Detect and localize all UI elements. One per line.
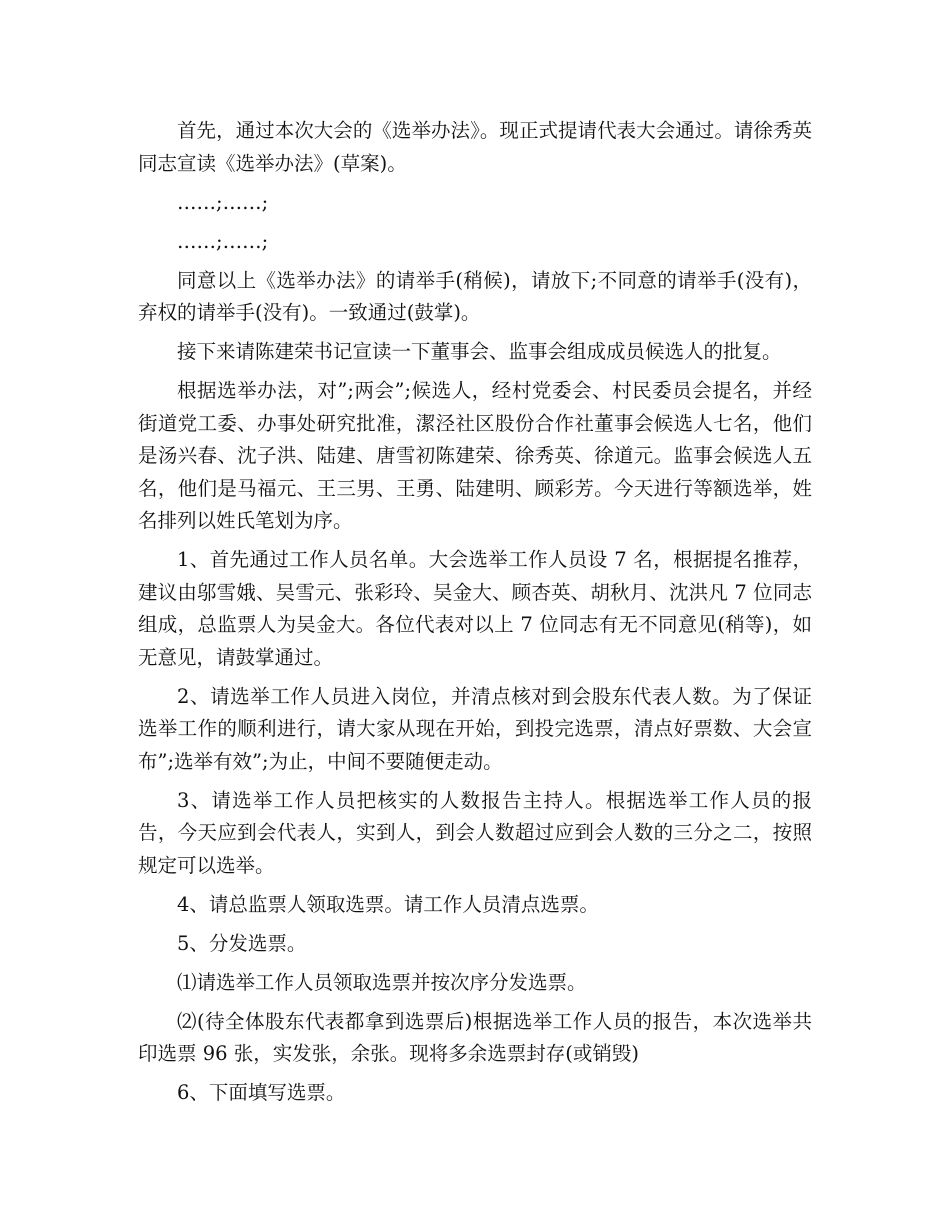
document-body [138, 115, 812, 1116]
paragraph: 根据选举办法，对”;两会”;候选人，经村党委会、村民委员会提名，并经街道党工委、办事处研究批准，潔泾社区股份合作社董事会候选人七名，他们是汤兴春、沈子洪、陆建、唐雪初陈建荣、徐秀英、徐道元。监事会候选人五名，他们是马福元、王三男、王勇、陆建明、顾彩芳。今天进行等额选举，姓名排列以姓氏笔划为序。 [138, 379, 812, 532]
paragraph: 5、分发选票。 [177, 931, 307, 955]
paragraph: 首先，通过本次大会的《选举办法》。现正式提请代表大会通过。请徐秀英同志宣读《选举办法》(草案)。 [138, 119, 812, 175]
paragraph: ⑴请选举工作人员领取选票并按次序分发选票。 [177, 970, 587, 994]
paragraph: 4、请总监票人领取选票。请工作人员清点选票。 [177, 892, 599, 916]
paragraph: ……;……; [177, 190, 269, 214]
paragraph: 1、首先通过工作人员名单。大会选举工作人员设 7 名，根据提名推荐，建议由邬雪娥、吴雪元、张彩玲、吴金大、顾杏英、胡秋月、沈洪凡 7 位同志组成，总监票人为吴金大。各位代表对以上 7 位同志有无不同意见(稍等)，如无意见，请鼓掌通过。 [138, 548, 812, 669]
paragraph: ……;……; [177, 229, 269, 253]
paragraph: 2、请选举工作人员进入岗位，并清点核对到会股东代表人数。为了保证选举工作的顺利进行，请大家从现在开始，到投完选票，清点好票数、大会宣布”;选举有效”;为止，中间不要随便走动。 [138, 684, 812, 773]
paragraph: 3、请选举工作人员把核实的人数报告主持人。根据选举工作人员的报告，今天应到会代表人，实到人，到会人数超过应到会人数的三分之二，按照规定可以选举。 [138, 788, 812, 877]
paragraph: 接下来请陈建荣书记宣读一下董事会、监事会组成成员候选人的批复。 [177, 340, 782, 363]
paragraph: 同意以上《选举办法》的请举手(稍候)，请放下;不同意的请举手(没有)，弃权的请举手(没有)。一致通过(鼓掌)。 [138, 268, 812, 324]
paragraph: ⑵(待全体股东代表都拿到选票后)根据选举工作人员的报告，本次选举共印选票 96 张，实发张，余张。现将多余选票封存(或销毁) [138, 1009, 812, 1065]
paragraph: 6、下面填写选票。 [177, 1081, 346, 1104]
